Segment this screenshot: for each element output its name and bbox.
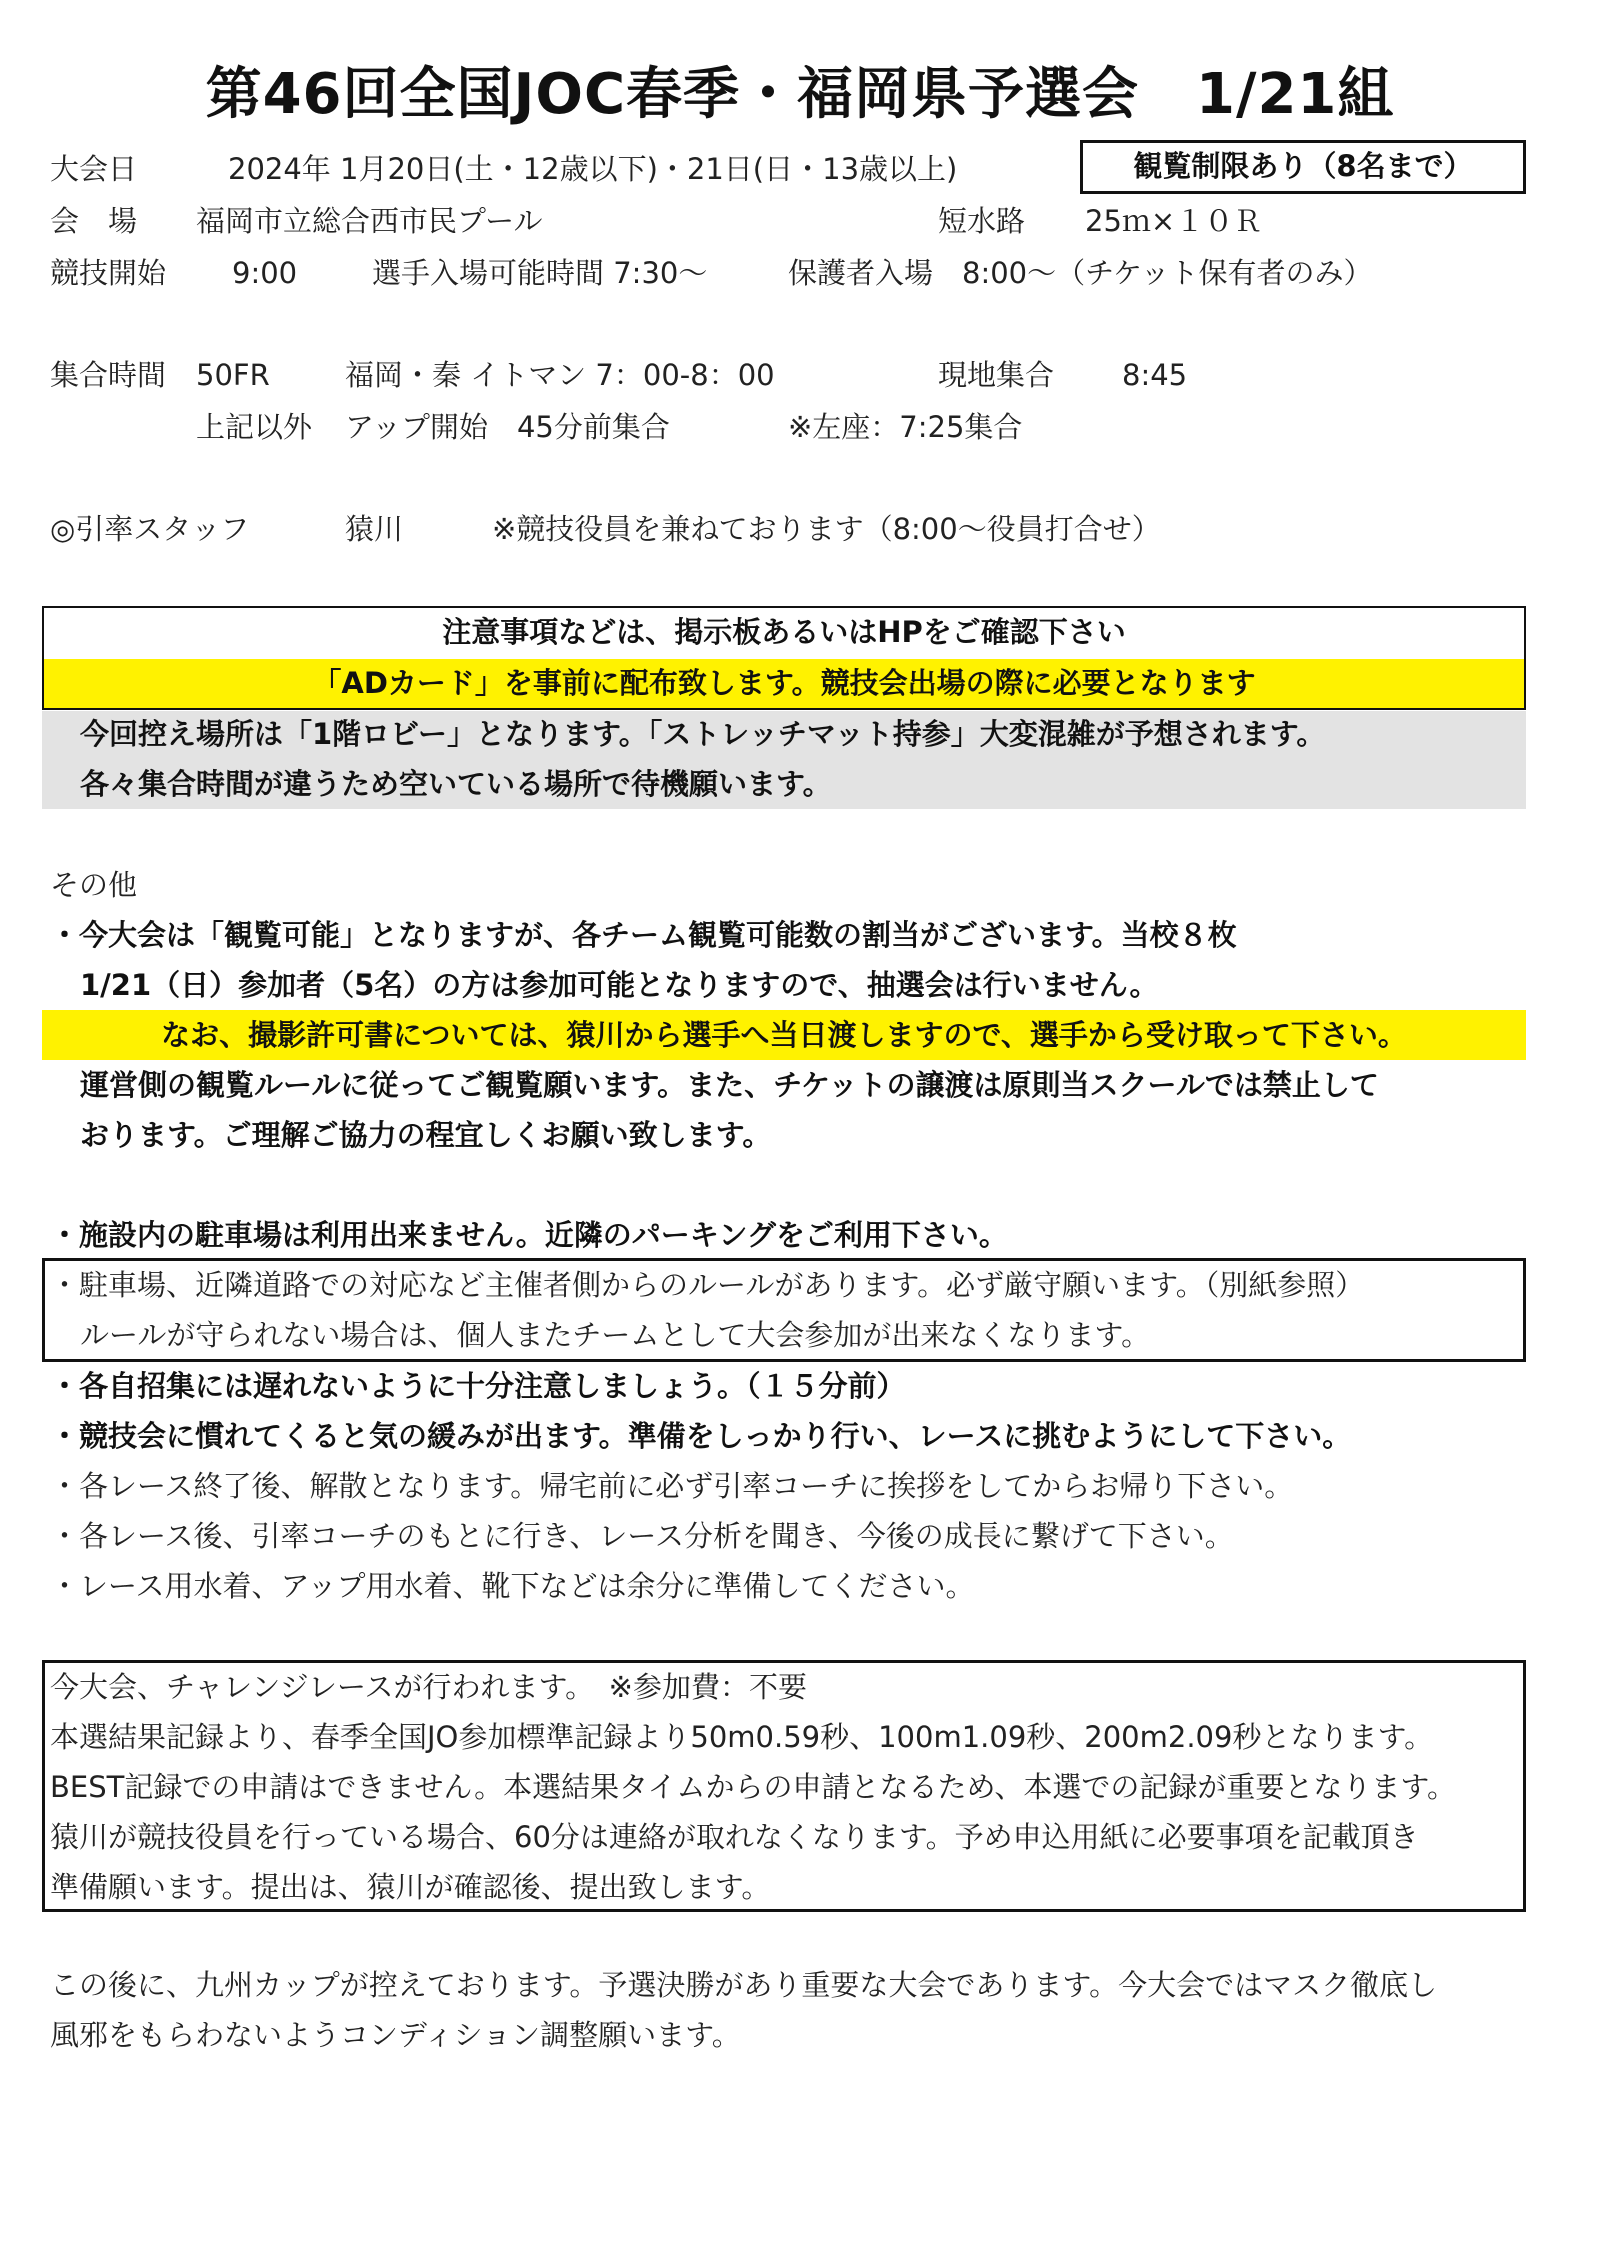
staff-label: ◎引率スタッフ bbox=[50, 512, 250, 546]
other-p1-l4: 運営側の観覧ルールに従ってご観覧願います。また、チケットの譲渡は原則当スクールでは禁止して bbox=[80, 1068, 1379, 1102]
start-value: 9:00 bbox=[232, 256, 298, 290]
guardian-entry: 保護者入場 8:00〜（チケット保有者のみ） bbox=[788, 256, 1373, 290]
date-label: 大会日 bbox=[50, 152, 138, 186]
onsite-time: 8:45 bbox=[1122, 358, 1188, 392]
venue-label: 会 場 bbox=[50, 204, 138, 238]
pool-label: 短水路 bbox=[938, 204, 1026, 238]
challenge-line-1: 今大会、チャレンジレースが行われます。 ※参加費：不要 bbox=[50, 1670, 807, 1704]
rules-line-2: ルールが守られない場合は、個人またチームとして大会参加が出来なくなります。 bbox=[80, 1318, 1151, 1352]
page-title: 第46回全国JOC春季・福岡県予選会 1/21組 bbox=[205, 62, 1395, 127]
date-value: 2024年 1月20日(土・12歳以下)・21日(日・13歳以上) bbox=[228, 152, 958, 186]
bullet-2: ・競技会に慣れてくると気の緩みが出ます。準備をしっかり行い、レースに挑むようにして下さい。 bbox=[50, 1419, 1352, 1453]
rules-line-1: ・駐車場、近隣道路での対応など主催者側からのルールがあります。必ず厳守願います。（別紙参照） bbox=[50, 1268, 1365, 1302]
assembly-event: 50FR bbox=[196, 358, 270, 392]
onsite-label: 現地集合 bbox=[938, 358, 1055, 392]
assembly-warmup: アップ開始 45分前集合 bbox=[345, 410, 670, 444]
notice-line-1: 注意事項などは、掲示板あるいはHPをご確認下さい bbox=[442, 615, 1126, 649]
bullet-5: ・レース用水着、アップ用水着、靴下などは余分に準備してください。 bbox=[50, 1569, 975, 1603]
challenge-line-4: 猿川が競技役員を行っている場合、60分は連絡が取れなくなります。予め申込用紙に必要事項を記載頂き bbox=[50, 1820, 1419, 1854]
other-p1-l3: なお、撮影許可書については、猿川から選手へ当日渡しますので、選手から受け取って下さい。 bbox=[161, 1018, 1407, 1052]
other-heading: その他 bbox=[50, 868, 138, 902]
staff-name: 猿川 bbox=[345, 512, 404, 546]
bullet-3: ・各レース終了後、解散となります。帰宅前に必ず引率コーチに挨拶をしてからお帰り下さい。 bbox=[50, 1469, 1294, 1503]
staff-note: ※競技役員を兼ねております（8:00〜役員打合せ） bbox=[492, 512, 1161, 546]
other-p1-l5: おります。ご理解ご協力の程宜しくお願い致します。 bbox=[80, 1118, 772, 1152]
athlete-entry: 選手入場可能時間 7:30〜 bbox=[372, 256, 708, 290]
challenge-line-2: 本選結果記録より、春季全国JO参加標準記録より50m0.59秒、100m1.09秒、200m2.09秒となります。 bbox=[50, 1720, 1434, 1754]
other-p1-l1: ・今大会は「観覧可能」となりますが、各チーム観覧可能数の割当がございます。当校８枚 bbox=[50, 918, 1237, 952]
parking-note: ・施設内の駐車場は利用出来ません。近隣のパーキングをご利用下さい。 bbox=[50, 1218, 1008, 1252]
assembly-sasaguri: ※左座：7:25集合 bbox=[788, 410, 1023, 444]
bullet-4: ・各レース後、引率コーチのもとに行き、レース分析を聞き、今後の成長に繋げて下さい。 bbox=[50, 1519, 1234, 1553]
notice-line-4: 各々集合時間が違うため空いている場所で待機願います。 bbox=[80, 767, 832, 801]
pool-value: 25ｍ×１０Ｒ bbox=[1085, 204, 1263, 238]
notice-line-3: 今回控え場所は「1階ロビー」となります。「ストレッチマット持参」大変混雑が予想されます。 bbox=[80, 717, 1326, 751]
challenge-line-3: BEST記録での申請はできません。本選結果タイムからの申請となるため、本選での記録が重要となります。 bbox=[50, 1770, 1457, 1804]
venue-value: 福岡市立総合西市民プール bbox=[196, 204, 543, 238]
other-p1-l2: 1/21（日）参加者（5名）の方は参加可能となりますので、抽選会は行いません。 bbox=[80, 968, 1159, 1002]
challenge-line-5: 準備願います。提出は、猿川が確認後、提出致します。 bbox=[50, 1870, 771, 1904]
assembly-clubs: 福岡・秦 イトマン 7：00-8：00 bbox=[345, 358, 775, 392]
notice-line-2: 「ADカード」を事前に配布致します。競技会出場の際に必要となります bbox=[312, 666, 1256, 700]
assembly-label: 集合時間 bbox=[50, 358, 167, 392]
restriction-badge: 観覧制限あり（8名まで） bbox=[1133, 149, 1473, 183]
assembly-others: 上記以外 bbox=[196, 410, 313, 444]
closing-line-1: この後に、九州カップが控えております。予選決勝があり重要な大会であります。今大会ではマスク徹底し bbox=[50, 1968, 1438, 2002]
start-label: 競技開始 bbox=[50, 256, 167, 290]
bullet-1: ・各自招集には遅れないように十分注意しましょう。（１５分前） bbox=[50, 1369, 906, 1403]
closing-line-2: 風邪をもらわないようコンディション調整願います。 bbox=[50, 2018, 741, 2052]
